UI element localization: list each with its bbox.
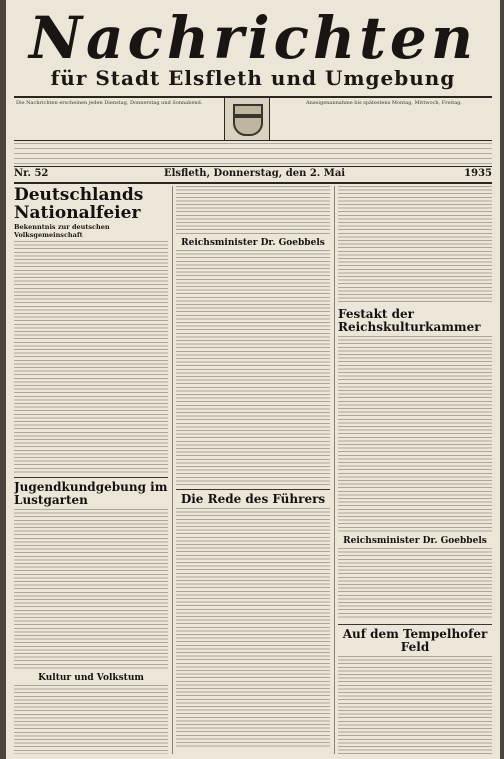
column-1: [14, 186, 168, 754]
coat-of-arms-icon: [224, 97, 270, 141]
headline-rede-fuehrer: Die Rede des Führers: [180, 492, 326, 506]
headline-goebbels-2: Reichsminister Dr. Goebbels: [343, 536, 487, 546]
dateline: [14, 168, 492, 182]
newspaper-subtitle: für Stadt Elsfleth und Umgebung: [50, 66, 456, 90]
publication-info: [16, 100, 214, 138]
headline-nationalfeier: Deutschlands Nationalfeier: [14, 186, 144, 223]
headline-tempelhofer-feld: Auf dem Tempelhofer Feld: [342, 627, 488, 654]
advertising-info-text: Anzeigenannahme bis spätestens Montag, Mittwoch, Freitag.: [305, 100, 463, 106]
masthead: [6, 0, 500, 96]
advertising-info: [278, 100, 490, 138]
article-text-lines: [14, 685, 168, 754]
column-divider: [334, 186, 335, 754]
subheadline-volksgemeinschaft: Bekenntnis zur deutschen Volksgemeinschaft: [14, 223, 110, 239]
article-text-lines: [338, 548, 492, 620]
article-text-lines: [338, 656, 492, 754]
issue-date: Elsfleth, Donnerstag, den 2. Mai: [164, 168, 346, 179]
headline-jugendkundgebung: Jugendkundgebung im Lustgarten: [14, 480, 168, 507]
article-text-lines: [176, 250, 330, 485]
column-2: [176, 186, 330, 754]
dateline-rule-bottom: [14, 182, 492, 184]
column-3: [338, 186, 492, 754]
article-text-lines: [176, 508, 330, 748]
dateline-rule-top: [14, 166, 492, 167]
article-text-lines: [338, 336, 492, 532]
column-divider: [172, 186, 173, 754]
newspaper-page: [6, 0, 500, 759]
issue-number: Nr. 52: [14, 168, 49, 179]
imprint-strip: [14, 143, 492, 165]
publication-info-text: Die Nachrichten erscheinen jeden Dienstag, Donnerstag und Sonnabend.: [16, 100, 203, 106]
article-text-lines: [176, 186, 330, 234]
article-text-lines: [14, 509, 168, 669]
headline-kultur: Kultur und Volkstum: [38, 673, 144, 683]
headline-reichskulturkammer: Festakt der Reichskulturkammer: [338, 307, 481, 334]
article-text-lines: [338, 186, 492, 304]
headline-goebbels: Reichsminister Dr. Goebbels: [181, 238, 325, 248]
info-rule: [14, 140, 492, 141]
issue-year: 1935: [464, 168, 492, 179]
article-text-lines: [14, 241, 168, 473]
newspaper-title: Nachrichten: [28, 4, 478, 72]
